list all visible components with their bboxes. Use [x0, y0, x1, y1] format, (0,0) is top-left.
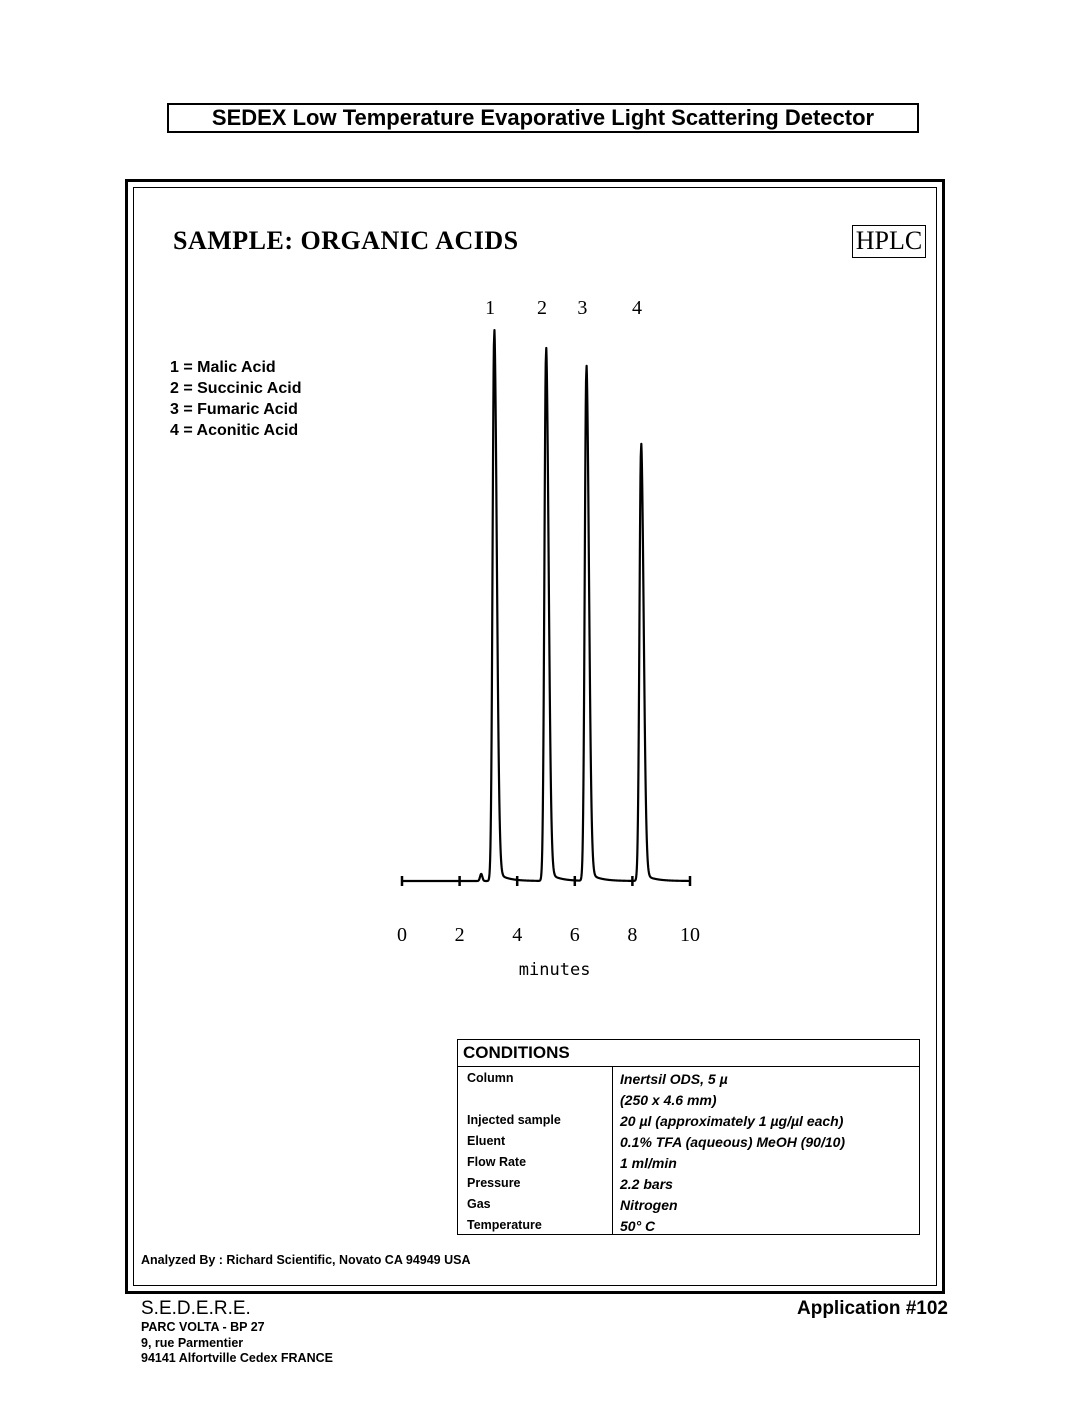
- condition-value: 0.1% TFA (aqueous) MeOH (90/10): [620, 1134, 846, 1150]
- condition-value: 1 ml/min: [620, 1155, 677, 1171]
- document-title: SEDEX Low Temperature Evaporative Light Scattering Detector: [167, 103, 919, 133]
- x-axis-label: minutes: [518, 960, 591, 980]
- legend-item: 4 = Aconitic Acid: [170, 422, 299, 439]
- peak-legend: [170, 357, 301, 441]
- x-tick-label: 0: [397, 924, 407, 946]
- chromatogram-trace: [402, 330, 690, 881]
- peak-label: 4: [632, 297, 643, 319]
- legend-item: 3 = Fumaric Acid: [170, 401, 298, 418]
- legend-item: 2 = Succinic Acid: [170, 380, 302, 397]
- condition-value: (250 x 4.6 mm): [620, 1092, 717, 1108]
- condition-value: Nitrogen: [620, 1197, 678, 1213]
- sample-title: SAMPLE: ORGANIC ACIDS: [173, 226, 519, 255]
- condition-parameter: Temperature: [467, 1218, 542, 1232]
- peak-label: 1: [485, 297, 496, 319]
- x-tick-label: 10: [680, 924, 700, 946]
- condition-parameter: Pressure: [467, 1176, 521, 1190]
- condition-parameter: Flow Rate: [467, 1155, 527, 1169]
- condition-value: Inertsil ODS, 5 µ: [620, 1071, 728, 1087]
- company-block: [141, 1298, 333, 1367]
- method-badge: HPLC: [852, 225, 926, 258]
- application-number: Application #102: [797, 1298, 948, 1319]
- chromatogram-chart: [380, 290, 720, 990]
- conditions-header: CONDITIONS: [458, 1040, 919, 1067]
- condition-parameter: Injected sample: [467, 1113, 561, 1127]
- company-address-line: PARC VOLTA - BP 27: [141, 1320, 265, 1334]
- legend-item: 1 = Malic Acid: [170, 359, 276, 376]
- conditions-table: [457, 1039, 920, 1235]
- condition-parameter: Eluent: [467, 1134, 506, 1148]
- company-address-line: 94141 Alfortville Cedex FRANCE: [141, 1351, 333, 1365]
- company-name: S.E.D.E.R.E.: [141, 1298, 251, 1319]
- x-tick-label: 4: [512, 924, 523, 946]
- conditions-body: [458, 1067, 919, 1235]
- x-tick-label: 8: [627, 924, 638, 946]
- condition-parameter: Gas: [467, 1197, 491, 1211]
- peak-label: 3: [577, 297, 588, 319]
- x-tick-label: 6: [569, 924, 580, 946]
- condition-parameter: Column: [467, 1071, 514, 1085]
- x-tick-label: 2: [454, 924, 465, 946]
- analyzed-by: Analyzed By : Richard Scientific, Novato CA 94949 USA: [141, 1253, 471, 1267]
- condition-value: 50° C: [620, 1218, 656, 1234]
- company-address-line: 9, rue Parmentier: [141, 1335, 244, 1350]
- column-divider: [612, 1067, 613, 1235]
- peak-label: 2: [537, 297, 547, 319]
- condition-value: 2.2 bars: [620, 1176, 673, 1192]
- condition-value: 20 µl (approximately 1 µg/µl each): [620, 1113, 844, 1129]
